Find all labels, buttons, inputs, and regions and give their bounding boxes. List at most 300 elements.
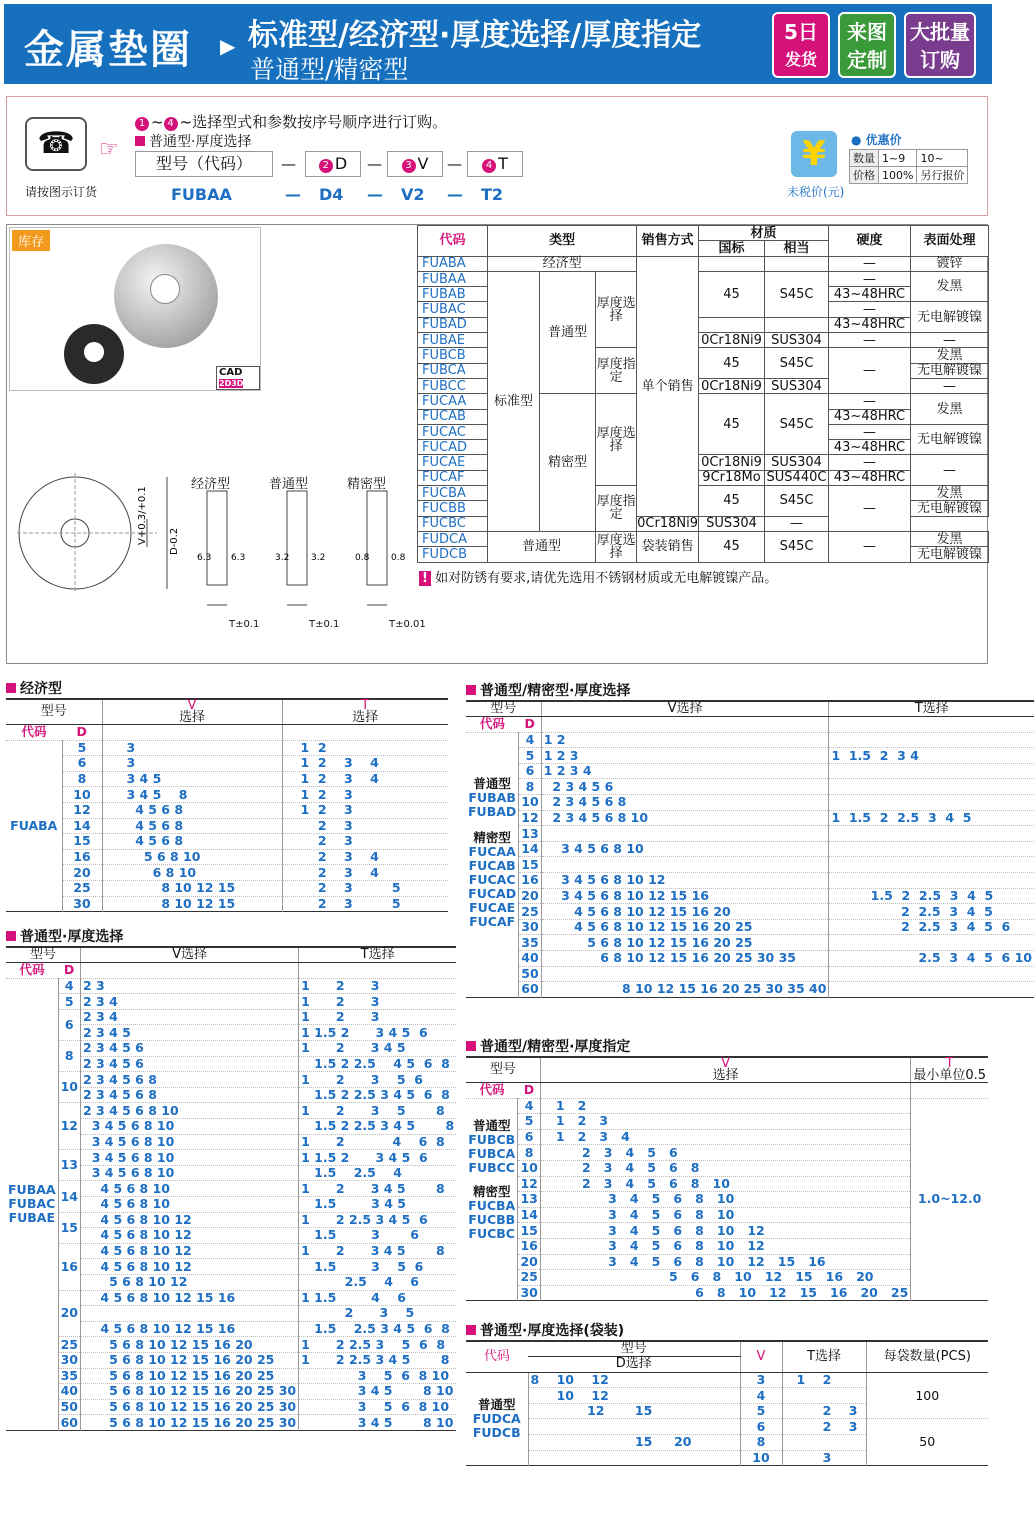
table-cell: 20 [518, 1254, 540, 1270]
table-cell: 43~48HRC [829, 470, 911, 485]
spec-table-title: 普通型/精密型·厚度指定 [466, 1036, 630, 1056]
table-cell [829, 873, 1034, 889]
table-row [466, 1341, 988, 1357]
table-cell: 5 6 8 10 [102, 849, 282, 865]
table-cell: 16 [62, 849, 102, 865]
table-cell: 9Cr18Mo [699, 470, 765, 485]
table-cell: 1 2 3 5 6 [299, 1072, 457, 1088]
table-cell: 5 6 8 10 12 15 16 20 [540, 1270, 910, 1286]
table-cell: 发黑 [911, 531, 989, 546]
thickness-spec-table [466, 1056, 988, 1301]
table-cell: 8 10 12 15 16 20 25 30 35 40 [541, 982, 829, 998]
table-cell: 发黑 [911, 348, 989, 363]
product-photo [9, 227, 261, 391]
table-row [6, 896, 448, 912]
table-cell: 16 [519, 873, 541, 889]
table-row [466, 1176, 988, 1192]
table-cell: 2 3 4 [80, 994, 298, 1010]
table-cell: S45C [765, 271, 829, 317]
table-cell: 无电解镀镍 [911, 424, 989, 455]
table-cell: 2.5 4 6 [299, 1274, 457, 1290]
table-cell: SUS440C [765, 470, 829, 485]
table-cell: 10 12 [528, 1388, 740, 1404]
table-cell: D [62, 725, 102, 741]
table-row [418, 531, 989, 546]
stock-badge: 库存 [12, 230, 50, 251]
table-cell: 20 [519, 888, 541, 904]
table-cell: 2 3 4 [282, 865, 448, 881]
table-header-cell: 表面处理 [911, 226, 989, 257]
table-cell: 另行报价 [917, 167, 968, 184]
table-cell: — [911, 333, 989, 348]
table-header-cell: T选择 [299, 947, 457, 963]
page-title: 金属垫圈 [24, 27, 192, 73]
table-cell [80, 1306, 298, 1322]
table-cell: 15 [58, 1212, 80, 1243]
svg-text:6.3: 6.3 [197, 553, 212, 563]
table-row [466, 888, 1034, 904]
tol-eco: T±0.1 [229, 619, 260, 630]
table-header-cell: 型号 [6, 947, 80, 963]
table-row [466, 1114, 988, 1130]
table-cell: 100% [879, 167, 917, 184]
table-row [6, 818, 448, 834]
table-cell: 16 [58, 1243, 80, 1290]
table-cell: 50 [519, 966, 541, 982]
table-cell: SUS304 [765, 455, 829, 470]
drawing-label-eco: 经济型 [191, 477, 231, 492]
table-header-cell: T选择 [829, 701, 1034, 717]
table-row [466, 763, 1034, 779]
table-cell: 精密型 [540, 394, 596, 532]
table-cell: 4 5 6 8 10 12 [80, 1259, 298, 1275]
price-table [849, 149, 968, 184]
table-cell: — [829, 302, 911, 317]
table-row [466, 1270, 988, 1286]
table-cell [829, 763, 1034, 779]
svg-text:0.8: 0.8 [355, 553, 370, 563]
table-cell: 4 5 6 8 10 12 [80, 1212, 298, 1228]
table-cell: 13 [58, 1150, 80, 1181]
table-row [6, 1041, 456, 1057]
table-row [6, 1337, 456, 1353]
table-cell: 13 [519, 826, 541, 842]
table-cell [782, 1435, 866, 1451]
table-cell: 40 [519, 951, 541, 967]
svg-text:V+0.3/+0.1: V+0.3/+0.1 [137, 486, 148, 545]
table-cell: 1 2 3 [540, 1114, 910, 1130]
table-row [466, 904, 1034, 920]
order-instruction: 1 ~ 4 ~选择型式和参数按序号顺序进行订购。 [135, 111, 447, 132]
table-cell: 13 [518, 1192, 540, 1208]
table-cell: 1 2 2.5 3 5 6 8 [299, 1337, 457, 1353]
table-cell: 1 2 [540, 1098, 910, 1114]
page-subtitle: 标准型/经济型·厚度选择/厚度指定 [248, 18, 702, 53]
table-cell: 10 [740, 1450, 782, 1466]
table-cell: 3 4 5 8 [102, 787, 282, 803]
table-cell: 2 2.5 3 4 5 [829, 904, 1034, 920]
table-cell: 0Cr18Ni9 [699, 333, 765, 348]
table-cell: 1 2 3 [282, 787, 448, 803]
table-row [6, 787, 448, 803]
table-cell: 普通型 [540, 271, 596, 393]
table-cell: 0Cr18Ni9 [699, 378, 765, 393]
table-cell: FUBCB [418, 348, 488, 363]
table-cell: 8 [518, 1145, 540, 1161]
bag-table [466, 1340, 988, 1466]
table-cell: 8 10 12 [528, 1372, 740, 1388]
table-header-cell: D选择 [528, 1357, 740, 1373]
table-cell: 2 3 4 5 6 8 [540, 1160, 910, 1176]
table-cell: — [829, 333, 911, 348]
table-cell: 5 [519, 748, 541, 764]
table-row [6, 1384, 456, 1400]
table-row [6, 699, 448, 725]
table-row [466, 1372, 988, 1388]
table-cell [829, 717, 1034, 733]
table-cell: FUBCA [418, 363, 488, 378]
table-header-cell: T选择 [782, 1341, 866, 1372]
table-row [466, 1207, 988, 1223]
table-row [466, 1419, 988, 1435]
table-cell [541, 717, 829, 733]
table-row [850, 150, 968, 167]
table-row [6, 725, 448, 741]
table-cell: 1.0~12.0 [911, 1098, 988, 1301]
table-row [466, 919, 1034, 935]
table-cell: 5 6 8 10 12 15 16 20 25 [541, 935, 829, 951]
table-cell: 8 10 12 15 [102, 880, 282, 896]
table-row [6, 1368, 456, 1384]
table-cell: 代码 [6, 963, 58, 979]
table-cell: 1 1.5 2 3 4 5 6 [299, 1025, 457, 1041]
table-cell: FUCBC [418, 516, 488, 531]
table-cell: 无电解镀镍 [911, 302, 989, 333]
table-cell: 镀锌 [911, 256, 989, 271]
table-row [6, 865, 448, 881]
table-cell: 3 4 5 6 8 10 12 [540, 1238, 910, 1254]
table-row [466, 1145, 988, 1161]
table-cell: 15 20 [528, 1435, 740, 1451]
table-row [6, 834, 448, 850]
table-cell: 10~ [917, 150, 968, 167]
table-row [6, 1103, 456, 1119]
table-cell: 50 [866, 1419, 988, 1466]
table-header-cell: V选择 [80, 947, 298, 963]
table-row [6, 880, 448, 896]
table-cell: 2 3 [782, 1403, 866, 1419]
table-cell: 1 2 3 4 [282, 771, 448, 787]
table-cell: 3 4 5 6 8 10 [540, 1207, 910, 1223]
table-header-cell: 型号 [466, 701, 541, 717]
table-cell [541, 857, 829, 873]
table-cell: — [911, 455, 989, 486]
table-header-cell: 类型 [488, 226, 637, 257]
table-cell [541, 826, 829, 842]
table-header-cell: T 最小单位0.5 [911, 1057, 988, 1083]
table-cell: FUDCA [418, 531, 488, 546]
table-cell: 16 [518, 1238, 540, 1254]
table-cell: 15 [519, 857, 541, 873]
table-cell: 2 3 5 [282, 896, 448, 912]
order-subtitle: 普通型·厚度选择 [135, 131, 251, 151]
table-cell: 5 [62, 740, 102, 756]
table-cell: FUBAD [418, 317, 488, 332]
badge-bulk: 大批量 订购 [904, 12, 976, 78]
table-cell: 45 [699, 271, 765, 317]
table-cell: 4 5 6 8 10 12 [80, 1228, 298, 1244]
table-cell: 3 4 5 6 8 10 12 15 16 [541, 888, 829, 904]
table-cell: 10 [519, 795, 541, 811]
table-cell: 0Cr18Ni9 [699, 455, 765, 470]
table-cell: 20 [58, 1290, 80, 1337]
table-cell: FUCAC [418, 424, 488, 439]
table-cell [282, 725, 448, 741]
table-row [466, 1192, 988, 1208]
table-cell: 3 4 5 6 8 10 [540, 1192, 910, 1208]
table-row [466, 810, 1034, 826]
table-cell: 4 5 6 8 10 12 15 16 [80, 1321, 298, 1337]
table-cell: 14 [62, 818, 102, 834]
sel-table [466, 700, 1034, 998]
table-cell: 10 [518, 1160, 540, 1176]
rust-note: ! 如对防锈有要求,请优先选用不锈钢材质或无电解镀镍产品。 [419, 567, 777, 586]
table-cell: 2 3 4 5 6 8 10 [540, 1176, 910, 1192]
table-cell: 1.5 2.5 3 4 5 6 8 [299, 1321, 457, 1337]
example-v: V2 [401, 185, 425, 204]
table-header-cell: 材质 [699, 226, 829, 241]
table-header-cell: 硬度 [829, 226, 911, 257]
table-row [466, 748, 1034, 764]
table-cell [829, 935, 1034, 951]
eco-table-title: 经济型 [6, 678, 62, 698]
table-cell: 2 3 4 5 6 8 [80, 1087, 298, 1103]
table-cell: 1 2 4 6 8 [299, 1134, 457, 1150]
table-cell: 2 3 4 5 6 [541, 779, 829, 795]
table-row [466, 701, 1034, 717]
table-row [466, 935, 1034, 951]
table-cell: 3 4 5 8 10 [299, 1415, 457, 1431]
table-cell: 2 3 5 [299, 1306, 457, 1322]
table-cell: 5 [518, 1114, 540, 1130]
table-cell: 1 2 [541, 732, 829, 748]
table-row [6, 771, 448, 787]
bag-table-title: 普通型·厚度选择(袋装) [466, 1320, 624, 1340]
table-cell: 单个销售 [637, 256, 699, 516]
table-cell: 1 2 3 [299, 978, 457, 994]
hand-pointer-icon: ☞ [99, 137, 119, 162]
table-cell: 4 [58, 978, 80, 994]
table-cell: 25 [519, 904, 541, 920]
table-row [466, 779, 1034, 795]
table-cell: 标准型 [488, 271, 540, 531]
table-cell [782, 1388, 866, 1404]
table-cell: 4 [518, 1098, 540, 1114]
table-cell: 1.5 2 2.5 3 4 5 6 8 [299, 1087, 457, 1103]
table-row [6, 978, 456, 994]
table-row [466, 1098, 988, 1114]
table-cell: S45C [765, 531, 829, 562]
table-cell: 1 2 2.5 3 4 5 6 [299, 1212, 457, 1228]
table-row [466, 717, 1034, 733]
table-cell: 1 2 3 [299, 1009, 457, 1025]
table-cell: 6 [519, 763, 541, 779]
price-title: ● 优惠价 [851, 133, 902, 147]
table-cell: 8 [740, 1435, 782, 1451]
table-cell: 5 6 8 10 12 [80, 1274, 298, 1290]
page-header [4, 4, 992, 84]
svg-text:0.8: 0.8 [391, 553, 406, 563]
table-cell: 1 2 3 [282, 802, 448, 818]
table-cell: 代码 [466, 1083, 518, 1099]
table-cell [829, 982, 1034, 998]
table-cell: 8 [62, 771, 102, 787]
table-cell: S45C [765, 394, 829, 455]
table-cell: 1.5 2 2.5 3 4 5 [829, 888, 1034, 904]
table-cell: SUS304 [699, 516, 765, 531]
table-cell: 无电解镀镍 [911, 547, 989, 562]
table-cell: 4 5 6 8 10 [80, 1197, 298, 1213]
table-cell: 无电解镀镍 [911, 363, 989, 378]
table-cell: FUABA [6, 740, 62, 912]
table-cell: — [765, 516, 829, 531]
table-cell: 1 1.5 2 3 4 5 6 [299, 1150, 457, 1166]
table-cell: 15 [62, 834, 102, 850]
table-cell: 3 5 6 8 10 [299, 1399, 457, 1415]
table-cell: 5 6 8 10 12 15 16 20 25 [80, 1368, 298, 1384]
table-cell: 14 [58, 1181, 80, 1212]
table-row [6, 756, 448, 772]
table-row [466, 732, 1034, 748]
phone-note: 请按图示订货 [25, 185, 98, 199]
table-cell: 发黑 [911, 486, 989, 501]
table-cell: 3 4 5 6 8 10 12 [540, 1223, 910, 1239]
table-cell: 4 [740, 1388, 782, 1404]
table-cell: 2 3 [782, 1419, 866, 1435]
table-cell: 代码 [466, 717, 519, 733]
table-cell: 2 3 4 5 6 [80, 1041, 298, 1057]
table-cell: 43~48HRC [829, 317, 911, 332]
product-panel [6, 224, 988, 664]
table-cell: 2 3 [80, 978, 298, 994]
table-cell: 1 2 3 4 [282, 756, 448, 772]
order-box-d: 2 D [305, 151, 361, 177]
washer-steel-image [114, 244, 218, 348]
table-cell: — [829, 455, 911, 470]
table-cell: 1 2 3 [299, 994, 457, 1010]
table-cell: S45C [765, 486, 829, 517]
table-cell: 6 8 10 12 15 16 20 25 30 35 [541, 951, 829, 967]
table-cell: 30 [518, 1285, 540, 1301]
table-cell: 12 15 [528, 1403, 740, 1419]
table-row [6, 1243, 456, 1259]
table-row [6, 994, 456, 1010]
table-cell: 1 2 3 4 5 [299, 1041, 457, 1057]
table-cell: 5 [740, 1403, 782, 1419]
table-cell: 14 [519, 841, 541, 857]
svg-text:3.2: 3.2 [311, 553, 326, 563]
dash: — [447, 155, 462, 173]
table-cell: D [58, 963, 80, 979]
table-cell: 45 [699, 531, 765, 562]
table-row [6, 1290, 456, 1306]
table-row [6, 963, 456, 979]
table-cell: 25 [518, 1270, 540, 1286]
table-row [466, 1223, 988, 1239]
table-cell: 2 3 [282, 834, 448, 850]
table-cell: 4 5 6 8 10 12 15 16 20 25 [541, 919, 829, 935]
table-row [466, 982, 1034, 998]
order-box-t: 4 T [467, 151, 523, 177]
table-row [466, 1285, 988, 1301]
table-row [466, 1057, 988, 1083]
table-cell: 发黑 [911, 271, 989, 302]
table-row [466, 873, 1034, 889]
table-cell: 60 [519, 982, 541, 998]
table-row [466, 951, 1034, 967]
table-cell [829, 966, 1034, 982]
table-cell: 6 8 10 12 15 16 20 25 [540, 1285, 910, 1301]
table-row [466, 841, 1034, 857]
cad-icon: CAD 2D3D [216, 366, 260, 390]
table-cell [528, 1419, 740, 1435]
order-example-box [6, 96, 988, 216]
table-cell [829, 857, 1034, 873]
table-cell: 1 1.5 2 3 4 [829, 748, 1034, 764]
table-cell: — [829, 531, 911, 562]
drawing-label-norm: 普通型 [269, 477, 309, 492]
table-row [6, 802, 448, 818]
table-cell: 12 [58, 1103, 80, 1150]
table-cell: — [829, 348, 911, 394]
table-cell: — [829, 256, 911, 271]
table-row [466, 1129, 988, 1145]
table-cell: 4 5 6 8 10 12 15 16 [80, 1290, 298, 1306]
table-cell: 3 4 5 6 8 10 [80, 1134, 298, 1150]
table-cell: 43~48HRC [829, 287, 911, 302]
table-cell: FUBAA FUBAC FUBAE [6, 978, 58, 1430]
table-cell: FUCBA [418, 486, 488, 501]
table-cell: 代码 [6, 725, 62, 741]
table-cell: D [519, 717, 541, 733]
table-cell: 价格 [850, 167, 879, 184]
table-cell: 发黑 [911, 394, 989, 425]
table-cell: 1 1.5 4 6 [299, 1290, 457, 1306]
table-cell: 25 [62, 880, 102, 896]
table-row [418, 226, 989, 241]
table-cell [699, 317, 765, 332]
table-cell: 5 6 8 10 12 15 16 20 25 30 [80, 1415, 298, 1431]
arrow-right-icon: ▶ [220, 34, 236, 58]
table-cell: 厚度指定 [596, 348, 637, 394]
table-header-cell: 代码 [418, 226, 488, 257]
table-cell [911, 1083, 988, 1099]
table-cell: 2 2.5 3 4 5 6 [829, 919, 1034, 935]
table-cell: 8 [519, 779, 541, 795]
table-cell: 1.5 2.5 4 [299, 1165, 457, 1181]
table-cell: 6 [62, 756, 102, 772]
table-cell: 厚度指定 [596, 486, 637, 532]
table-cell [80, 963, 298, 979]
table-cell: 5 6 8 10 12 15 16 20 [80, 1337, 298, 1353]
table-header-cell: 相当 [765, 241, 829, 256]
table-cell: — [911, 378, 989, 393]
table-cell: 30 [519, 919, 541, 935]
table-cell: 6 8 10 [102, 865, 282, 881]
table-cell: FUBAA [418, 271, 488, 286]
table-cell [829, 795, 1034, 811]
table-cell: 12 [519, 810, 541, 826]
